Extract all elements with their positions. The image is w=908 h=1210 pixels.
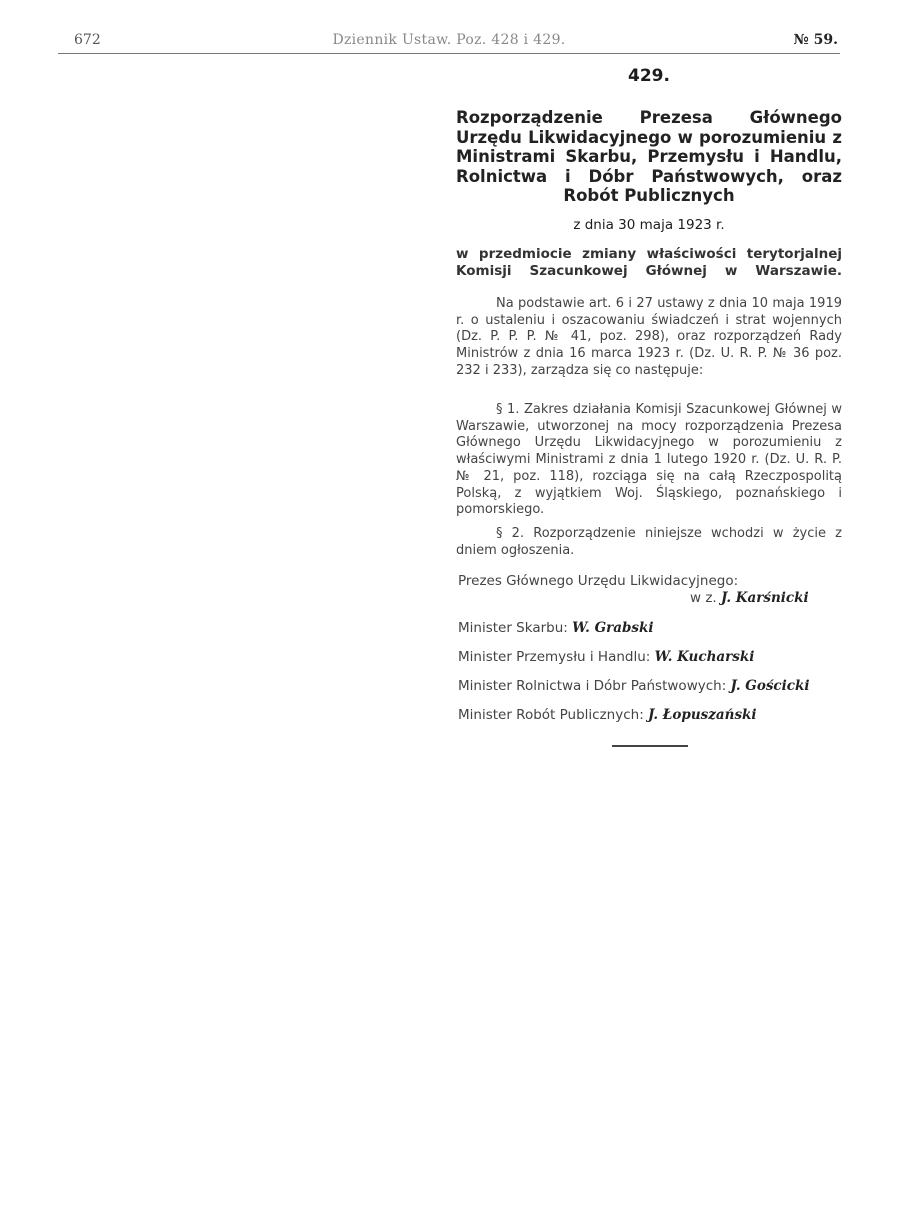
paragraph-section-2: § 2. Rozporządzenie niniejsze wchodzi w życie z dniem ogłoszenia. (456, 526, 842, 558)
signature-prefix: w z. (690, 590, 717, 606)
paragraph-preamble: Na podstawie art. 6 i 27 ustawy z dnia 10 maja 1919 r. o ustaleniu i oszacowaniu świadczeń i strat wojennych (Dz. P. P. P. № 41, poz. 298), oraz rozporządzeń Rady Ministrów z dnia 16 marca 1923 r. (Dz. U. R. P. № 36 poz. 232 i 233), zarządza się co następuje: (456, 296, 842, 378)
issue-number: № 59. (793, 32, 838, 48)
header-rule (58, 53, 840, 54)
document-title: Rozporządzenie Prezesa Głównego Urzędu Likwidacyjnego w porozumieniu z Ministrami Skarbu, Przemysłu i Handlu, Rolnictwa i Dóbr Państwowych, oraz Robót Publicznych (456, 108, 842, 205)
signature-role: Minister Skarbu: (458, 620, 568, 636)
page-header (58, 30, 840, 52)
signature-role: Minister Rolnictwa i Dóbr Państwowych: (458, 678, 727, 694)
signature-name: W. Kucharski (654, 649, 755, 665)
signature-line (458, 707, 757, 723)
signature-name: J. Karśnicki (721, 590, 809, 606)
signature-role: Minister Przemysłu i Handlu: (458, 649, 651, 665)
signature-line (458, 620, 654, 636)
signature-line (458, 649, 754, 665)
signature-name: J. Gościcki (730, 678, 810, 694)
signature-name: W. Grabski (572, 620, 654, 636)
signature-role: Prezes Głównego Urzędu Likwidacyjnego: (458, 573, 739, 589)
paragraph-section-1: § 1. Zakres działania Komisji Szacunkowej Głównej w Warszawie, utworzonej na mocy rozporządzenia Prezesa Głównego Urzędu Likwidacyjnego w porozumieniu z właściwymi Ministrami z dnia 1 lutego 1920 r. (Dz. U. R. P. № 21, poz. 118), rozciąga się na całą Rzeczpospolitą Polską, z wyjątkiem Woj. Śląskiego, poznańskiego i pomorskiego. (456, 402, 842, 518)
signature-president-role (458, 573, 738, 589)
document-subject: w przedmiocie zmiany właściwości terytorjalnej Komisji Szacunkowej Głównej w Warszawie. (456, 246, 842, 279)
journal-title: Dziennik Ustaw. Poz. 428 i 429. (332, 32, 566, 48)
page-number: 672 (74, 32, 101, 48)
document-date: z dnia 30 maja 1923 r. (573, 217, 725, 233)
end-rule (612, 745, 688, 747)
signature-role: Minister Robót Publicznych: (458, 707, 644, 723)
signature-name: J. Łopuszański (648, 707, 757, 723)
document-number: 429. (628, 66, 670, 86)
signature-line (458, 678, 809, 694)
signature-president (690, 590, 809, 606)
